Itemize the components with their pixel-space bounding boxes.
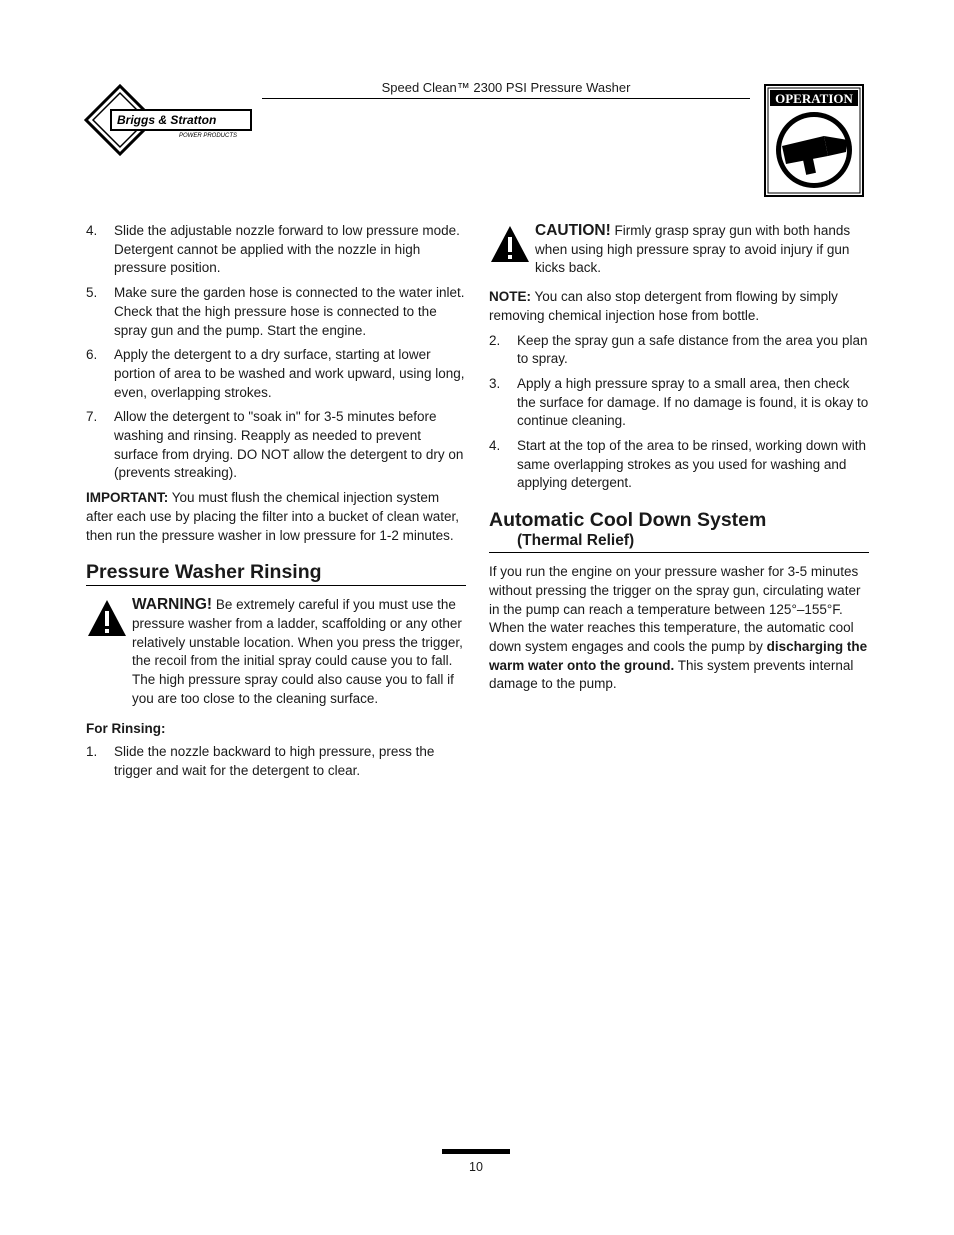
section-heading-rinsing: Pressure Washer Rinsing: [86, 561, 466, 586]
list-item: 7. Allow the detergent to "soak in" for 3-5 minutes before washing and rinsing. Reapply as needed to prevent surface from drying. DO NOT allow the detergent to dry on (prevents streaking).: [86, 409, 464, 481]
page-number: 10: [469, 1160, 483, 1174]
left-column: [86, 222, 466, 787]
operation-badge: [764, 84, 864, 197]
section-heading-cool-down: Automatic Cool Down System (Thermal Relief): [489, 509, 869, 553]
rinse-steps-continued: [489, 332, 869, 494]
page-number-bar: [442, 1149, 510, 1154]
list-item: 4. Start at the top of the area to be rinsed, working down with same overlapping strokes as you used for washing and applying detergent.: [489, 438, 866, 491]
list-item: 3. Apply a high pressure spray to a small area, then check the surface for damage. If no damage is found, it is okay to continue cleaning.: [489, 375, 869, 429]
detergent-steps: [86, 222, 466, 483]
right-column: [489, 222, 869, 700]
list-item: 1. Slide the nozzle backward to high pressure, press the trigger and wait for the detergent to clear.: [86, 744, 435, 778]
briggs-stratton-logo: [84, 84, 254, 156]
logo-text: Briggs & Stratton: [117, 113, 217, 127]
rinse-steps: [86, 743, 466, 780]
section-subheading: (Thermal Relief): [517, 532, 635, 550]
note: NOTE: You can also stop detergent from flowing by simply removing chemical injection hose from bottle.: [489, 289, 838, 323]
logo-subtext: POWER PRODUCTS: [179, 133, 238, 139]
document-title: Speed Clean™ 2300 PSI Pressure Washer: [381, 80, 631, 95]
list-item: 5. Make sure the garden hose is connected to the water inlet. Check that the high pressure hose is connected to the spray gun and the pump. Start the engine.: [86, 285, 465, 338]
operation-label: OPERATION: [775, 91, 853, 106]
cool-down-paragraph: If you run the engine on your pressure washer for 3-5 minutes without pressing the trigger on the spray gun, circulating water in the pump can reach a temperature between 125°–155°F. When the water reaches this temperature, the automatic cool down system engages and cools the pump by discharging the warm water onto the ground. This system prevents internal damage to the pump.: [489, 564, 868, 692]
caution-block: CAUTION! Firmly grasp spray gun with both hands when using high pressure spray to avoid injury if gun kicks back.: [489, 222, 869, 278]
important-note: IMPORTANT: You must flush the chemical injection system after each use by placing the filter into a bucket of clean water, then run the pressure washer in low pressure for 1-2 minutes.: [86, 490, 459, 543]
warning-icon: [86, 598, 128, 638]
list-item: 4. Slide the adjustable nozzle forward to low pressure mode. Detergent cannot be applied with the nozzle in high pressure position.: [86, 223, 460, 276]
list-item: 2. Keep the spray gun a safe distance from the area you plan to spray.: [489, 332, 868, 367]
list-item: 6. Apply the detergent to a dry surface, starting at lower portion of area to be washed and work upward, using long, even, overlapping strokes.: [86, 347, 465, 400]
warning-block: WARNING! Be extremely careful if you must use the pressure washer from a ladder, scaffolding or any other relatively unstable location. When you press the trigger, the recoil from the initial spray could cause you to fall. The high pressure spray could also cause you to fall if you are too close to the cleaning surface.: [86, 596, 466, 708]
for-rinsing-label: For Rinsing:: [86, 721, 166, 737]
header-rule: [262, 98, 750, 99]
caution-icon: [489, 224, 531, 264]
